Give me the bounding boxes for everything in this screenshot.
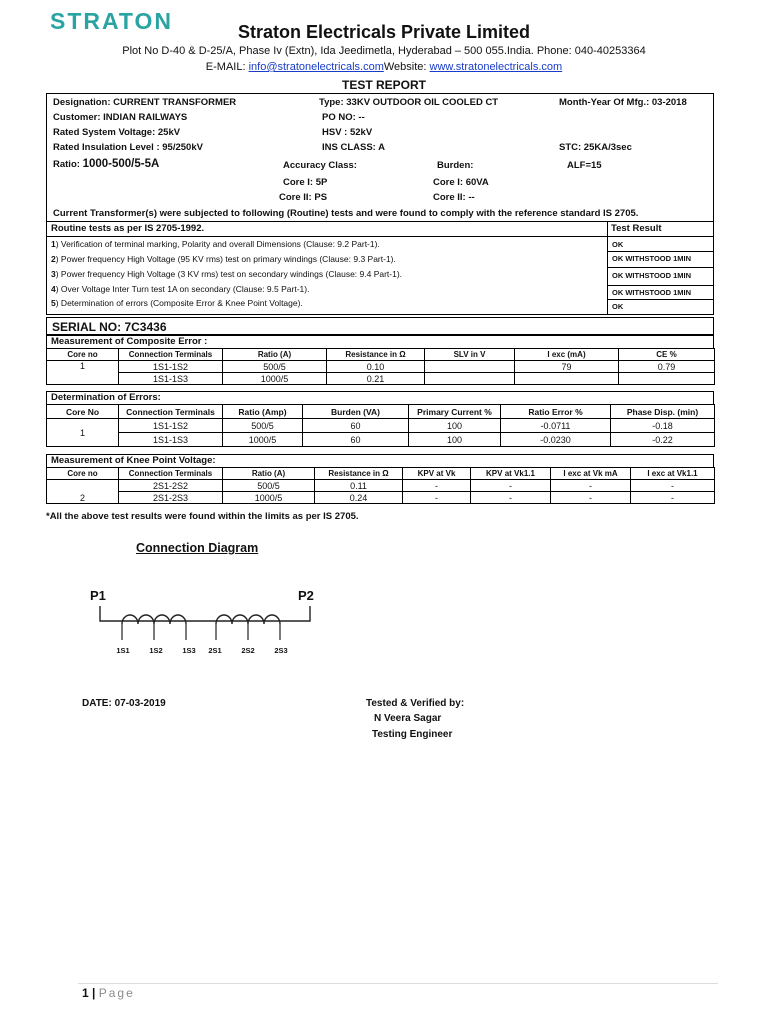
accuracy-class: Accuracy Class: xyxy=(283,160,357,171)
test-text: ) Power frequency High Voltage (95 KV rms) test on primary windings (Clause: 9.3 Part-1). xyxy=(55,254,396,264)
column-header: SLV in V xyxy=(425,349,515,361)
p2-label: P2 xyxy=(298,588,314,603)
core1-accuracy: Core I: 5P xyxy=(283,177,328,188)
system-voltage: Rated System Voltage: 25kV xyxy=(53,127,181,138)
table-cell: 0.10 xyxy=(327,361,425,373)
column-header: Connection Terminals xyxy=(119,468,223,480)
column-header: Primary Current % xyxy=(409,405,501,419)
routine-test-3 xyxy=(51,269,402,279)
table-cell: -0.18 xyxy=(611,419,715,433)
table-cell: - xyxy=(471,480,551,492)
column-header: Core No xyxy=(47,405,119,419)
result-line xyxy=(607,285,714,286)
composite-error-table xyxy=(46,348,715,385)
table-row xyxy=(47,492,715,504)
test-text: ) Verification of terminal marking, Polarity and overall Dimensions (Clause: 9.2 Part-1). xyxy=(55,239,380,249)
table-row xyxy=(47,480,715,492)
burden: Burden: xyxy=(437,160,474,171)
diagram-title: Connection Diagram xyxy=(136,541,259,555)
column-header: Ratio (Amp) xyxy=(223,405,303,419)
result-divider xyxy=(607,222,608,314)
footer-separator: | xyxy=(88,986,99,1000)
result-line xyxy=(607,299,714,300)
table-cell: - xyxy=(631,480,715,492)
table-cell: 100 xyxy=(409,419,501,433)
core1-burden: Core I: 60VA xyxy=(433,177,489,188)
column-header: KPV at Vk1.1 xyxy=(471,468,551,480)
table-cell: 2S1-2S3 xyxy=(119,492,223,504)
composite-error-title: Measurement of Composite Error : xyxy=(46,335,714,348)
column-header: Core no xyxy=(47,349,119,361)
core-number: 1 xyxy=(47,419,119,447)
table-cell: - xyxy=(551,480,631,492)
table-cell: -0.0711 xyxy=(501,419,611,433)
table-cell: 2S1-2S2 xyxy=(119,480,223,492)
table-cell: 0.11 xyxy=(315,480,403,492)
column-header: KPV at Vk xyxy=(403,468,471,480)
table-cell: 60 xyxy=(303,433,409,447)
column-header: Ratio (A) xyxy=(223,349,327,361)
column-header: Connection Terminals xyxy=(119,349,223,361)
table-cell: - xyxy=(403,492,471,504)
alf: ALF=15 xyxy=(567,160,602,171)
test-result-header: Test Result xyxy=(611,223,662,234)
table-cell: 1000/5 xyxy=(223,492,315,504)
p1-label: P1 xyxy=(90,588,106,603)
column-header: Connection Terminals xyxy=(119,405,223,419)
table-cell: 500/5 xyxy=(223,480,315,492)
knee-point-table xyxy=(46,467,715,504)
table-cell: - xyxy=(471,492,551,504)
routine-tests-box xyxy=(46,222,714,315)
test-text: ) Power frequency High Voltage (3 KV rms) test on secondary windings (Clause: 9.4 Part-1). xyxy=(55,269,403,279)
routine-result-4: OK WITHSTOOD 1MIN xyxy=(612,288,692,297)
terminal-label: 2S3 xyxy=(274,646,288,655)
routine-header-row xyxy=(47,222,713,237)
ratio xyxy=(53,158,159,170)
secondary-winding-2 xyxy=(216,615,280,624)
table-cell: 1000/5 xyxy=(223,373,327,385)
mfg-date: Month-Year Of Mfg.: 03-2018 xyxy=(559,97,687,108)
email-label: E-MAIL: xyxy=(205,61,249,73)
table-cell xyxy=(515,373,619,385)
test-text: ) Determination of errors (Composite Error & Knee Point Voltage). xyxy=(55,298,303,308)
routine-result-5: OK xyxy=(612,302,624,311)
footer-divider xyxy=(78,983,718,984)
terminal-label: 1S1 xyxy=(116,646,130,655)
test-number: 4 xyxy=(51,284,56,294)
footnote: *All the above test results were found within the limits as per IS 2705. xyxy=(46,511,359,522)
column-header: Phase Disp. (min) xyxy=(611,405,715,419)
table-cell: 0.24 xyxy=(315,492,403,504)
terminal-leads xyxy=(122,624,280,640)
company-address: Plot No D-40 & D-25/A, Phase Iv (Extn), Ida Jeedimetla, Hyderabad – 500 055.India. Phone: 040-40253364 xyxy=(122,45,646,57)
email-link[interactable]: info@stratonelectricals.com xyxy=(248,61,384,73)
stc: STC: 25KA/3sec xyxy=(559,142,632,153)
column-header: Resistance in Ω xyxy=(315,468,403,480)
website-link[interactable]: www.stratonelectricals.com xyxy=(429,61,563,73)
table-cell: 60 xyxy=(303,419,409,433)
designation: Designation: CURRENT TRANSFORMER xyxy=(53,97,237,108)
secondary-winding-1 xyxy=(122,615,186,624)
core-number: 2 xyxy=(47,480,119,504)
ins-class: INS CLASS: A xyxy=(322,142,385,153)
routine-result-2: OK WITHSTOOD 1MIN xyxy=(612,254,692,263)
company-name: Straton Electricals Private Limited xyxy=(237,22,531,42)
tested-by-label: Tested & Verified by: xyxy=(366,698,465,709)
table-cell: -0.22 xyxy=(611,433,715,447)
core2-burden: Core II: -- xyxy=(433,192,475,203)
test-number: 3 xyxy=(51,269,56,279)
table-cell: 1S1-1S3 xyxy=(119,433,223,447)
company-logo: STRATON xyxy=(50,8,174,34)
table-cell: 500/5 xyxy=(223,419,303,433)
core2-accuracy: Core II: PS xyxy=(279,192,328,203)
routine-result-3: OK WITHSTOOD 1MIN xyxy=(612,271,692,280)
core-number: 1 xyxy=(47,361,119,385)
table-cell: - xyxy=(551,492,631,504)
table-cell: 0.21 xyxy=(327,373,425,385)
ratio-label: Ratio: xyxy=(53,159,83,170)
routine-header: Routine tests as per IS 2705-1992. xyxy=(51,223,205,234)
report-title: TEST REPORT xyxy=(341,78,426,92)
table-cell: 79 xyxy=(515,361,619,373)
serial-box xyxy=(46,317,714,335)
test-number: 1 xyxy=(51,239,56,249)
table-cell xyxy=(425,373,515,385)
routine-test-5 xyxy=(51,298,303,308)
test-text: ) Over Voltage Inter Turn test 1A on secondary (Clause: 9.5 Part-1). xyxy=(55,284,310,294)
terminal-label: 2S2 xyxy=(241,646,255,655)
table-cell: 500/5 xyxy=(223,361,327,373)
column-header: I exc at Vk1.1 xyxy=(631,468,715,480)
table-cell: - xyxy=(631,492,715,504)
table-header-row xyxy=(47,468,715,480)
engineer-role: Testing Engineer xyxy=(372,729,453,740)
terminal-label: 1S2 xyxy=(149,646,163,655)
page-word: Page xyxy=(98,986,135,1000)
table-cell xyxy=(619,373,715,385)
page-footer xyxy=(82,986,135,1000)
table-cell xyxy=(425,361,515,373)
terminal-label: 1S3 xyxy=(182,646,196,655)
table-row xyxy=(47,361,715,373)
routine-result-1: OK xyxy=(612,240,624,249)
insulation-level: Rated Insulation Level : 95/250kV xyxy=(53,142,203,153)
table-cell: 1S1-1S3 xyxy=(119,373,223,385)
report-date: DATE: 07-03-2019 xyxy=(82,698,166,709)
compliance-statement: Current Transformer(s) were subjected to following (Routine) tests and were found to comply with the reference standard IS 2705. xyxy=(53,208,639,219)
table-cell: 1000/5 xyxy=(223,433,303,447)
test-number: 5 xyxy=(51,298,56,308)
table-cell: - xyxy=(403,480,471,492)
column-header: Resistance in Ω xyxy=(327,349,425,361)
routine-test-1 xyxy=(51,239,380,249)
ct-type: Type: 33KV OUTDOOR OIL COOLED CT xyxy=(319,97,499,108)
errors-title: Determination of Errors: xyxy=(46,391,714,404)
hsv: HSV : 52kV xyxy=(322,127,373,138)
table-row xyxy=(47,373,715,385)
column-header: Ratio (A) xyxy=(223,468,315,480)
connection-diagram xyxy=(80,584,340,664)
routine-test-2 xyxy=(51,254,396,264)
errors-table xyxy=(46,404,715,447)
page-number: 1 xyxy=(82,986,89,1000)
table-cell: 0.79 xyxy=(619,361,715,373)
table-header-row xyxy=(47,405,715,419)
table-row xyxy=(47,433,715,447)
contact-line xyxy=(0,61,768,73)
customer: Customer: INDIAN RAILWAYS xyxy=(53,112,188,123)
result-line xyxy=(607,267,714,268)
terminal-label: 2S1 xyxy=(208,646,222,655)
column-header: CE % xyxy=(619,349,715,361)
result-line xyxy=(607,251,714,252)
engineer-name: N Veera Sagar xyxy=(374,713,442,724)
column-header: Ratio Error % xyxy=(501,405,611,419)
table-header-row xyxy=(47,349,715,361)
column-header: I exc at Vk mA xyxy=(551,468,631,480)
test-number: 2 xyxy=(51,254,56,264)
column-header: I exc (mA) xyxy=(515,349,619,361)
table-cell: 100 xyxy=(409,433,501,447)
table-cell: 1S1-1S2 xyxy=(119,419,223,433)
column-header: Core no xyxy=(47,468,119,480)
column-header: Burden (VA) xyxy=(303,405,409,419)
routine-test-4 xyxy=(51,284,309,294)
spec-box xyxy=(46,93,714,222)
serial-number: SERIAL NO: 7C3436 xyxy=(52,320,167,334)
po-number: PO NO: -- xyxy=(322,112,365,123)
table-row xyxy=(47,419,715,433)
website-label: Website: xyxy=(383,61,430,73)
knee-point-title: Measurement of Knee Point Voltage: xyxy=(46,454,714,467)
ratio-value: 1000-500/5-5A xyxy=(82,158,160,170)
table-cell: 1S1-1S2 xyxy=(119,361,223,373)
table-cell: -0.0230 xyxy=(501,433,611,447)
